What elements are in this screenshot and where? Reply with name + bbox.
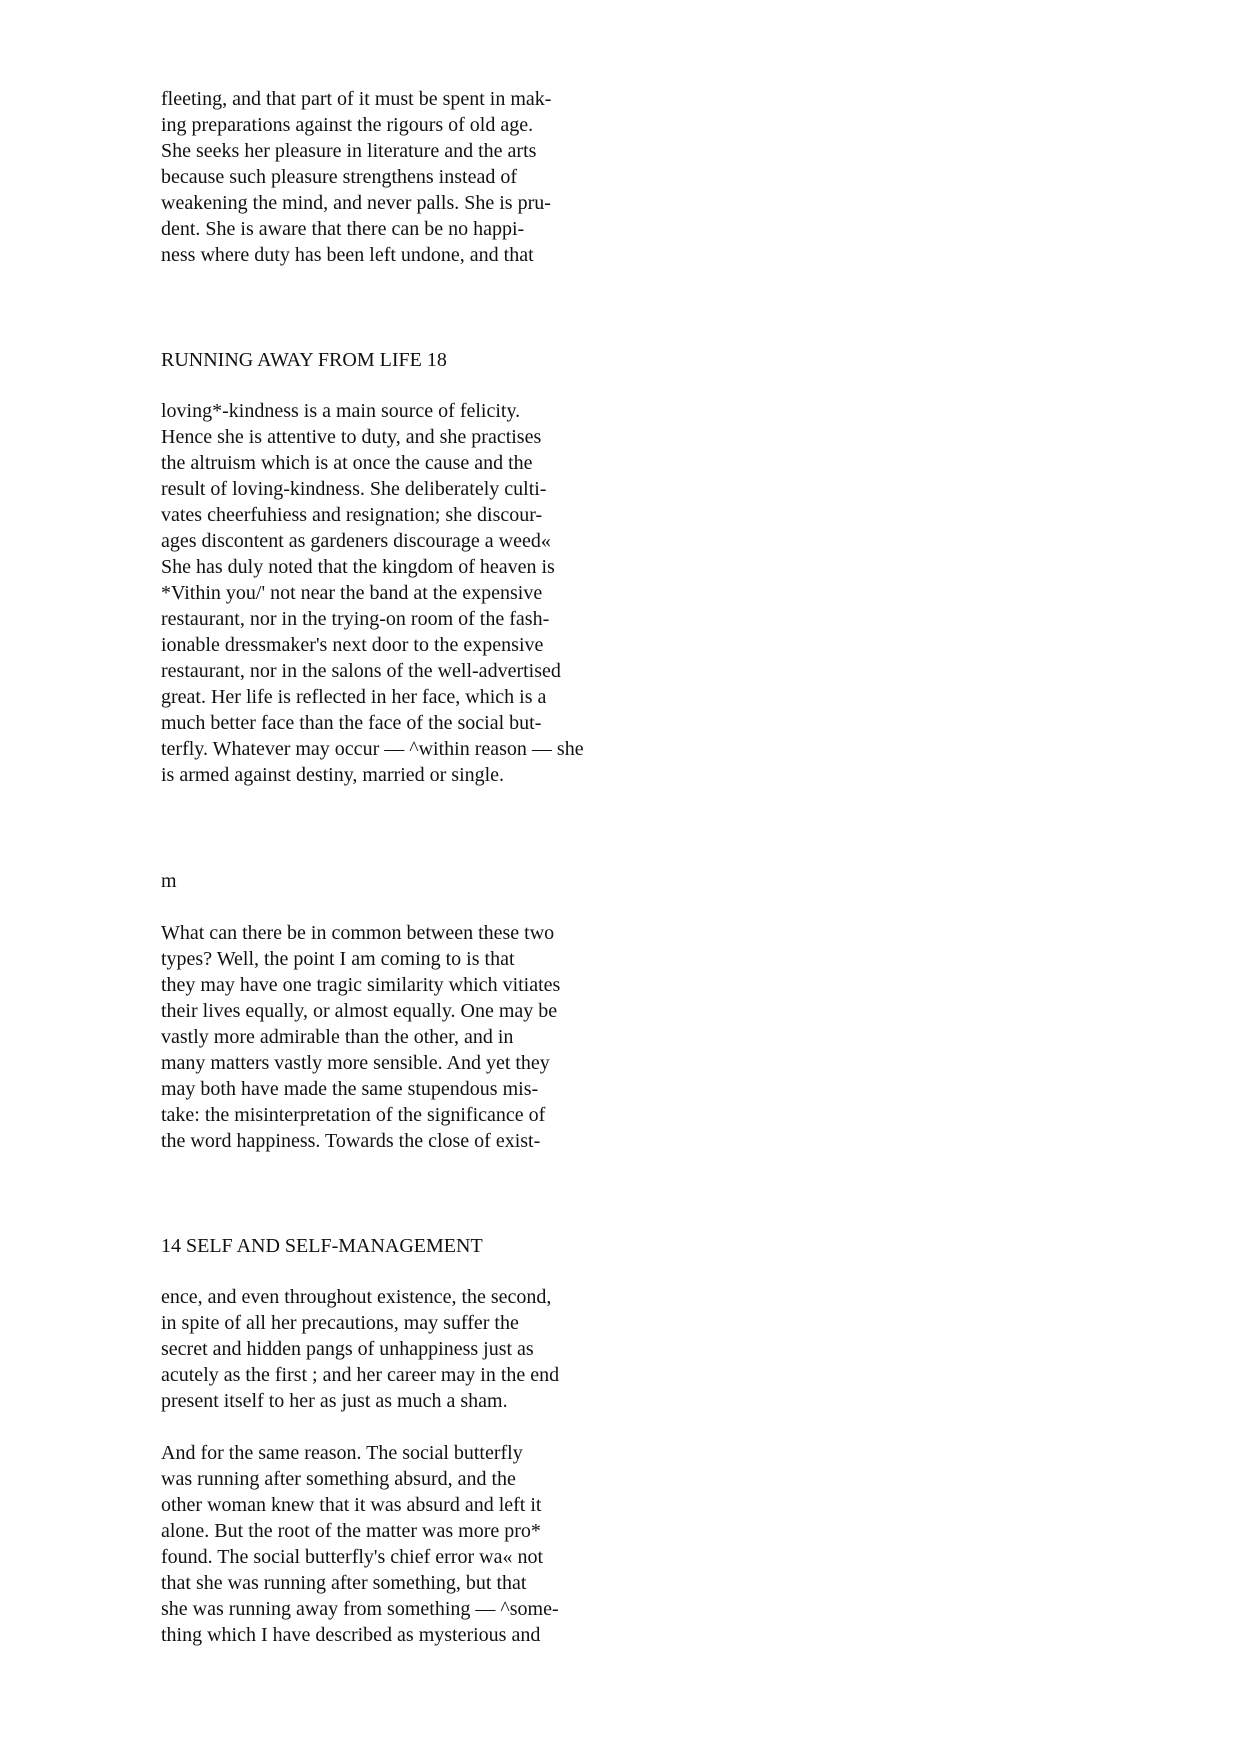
text-line: terfly. Whatever may occur — ^within reason — she xyxy=(161,738,584,760)
running-header-1: RUNNING AWAY FROM LIFE 18 xyxy=(161,349,447,371)
paragraph-4 xyxy=(161,1284,861,1414)
paragraph-3 xyxy=(161,920,861,1154)
running-header-2: 14 SELF AND SELF-MANAGEMENT xyxy=(161,1235,483,1257)
paragraph-1 xyxy=(161,86,861,268)
text-line: *Vithin you/' not near the band at the expensive xyxy=(161,582,543,604)
text-line: fleeting, and that part of it must be spent in mak- xyxy=(161,88,552,110)
section-mark: m xyxy=(161,870,177,892)
text-line: the word happiness. Towards the close of exist- xyxy=(161,1130,541,1152)
text-line: ence, and even throughout existence, the second, xyxy=(161,1286,552,1308)
text-line: other woman knew that it was absurd and left it xyxy=(161,1494,542,1516)
text-line: vastly more admirable than the other, and in xyxy=(161,1026,514,1048)
text-line: is armed against destiny, married or single. xyxy=(161,764,505,786)
text-line: found. The social butterfly's chief error wa« not xyxy=(161,1546,544,1568)
text-line: ness where duty has been left undone, and that xyxy=(161,244,534,266)
text-line: alone. But the root of the matter was more pro* xyxy=(161,1520,541,1542)
text-line: thing which I have described as mysterious and xyxy=(161,1624,541,1646)
text-line: many matters vastly more sensible. And yet they xyxy=(161,1052,550,1074)
text-line: What can there be in common between these two xyxy=(161,922,555,944)
text-line: restaurant, nor in the trying-on room of the fash- xyxy=(161,608,550,630)
text-line: present itself to her as just as much a sham. xyxy=(161,1390,508,1412)
text-line: She seeks her pleasure in literature and the arts xyxy=(161,140,537,162)
text-line: the altruism which is at once the cause and the xyxy=(161,452,533,474)
text-line: they may have one tragic similarity which vitiates xyxy=(161,974,561,996)
text-line: weakening the mind, and never palls. She is pru- xyxy=(161,192,551,214)
paragraph-5 xyxy=(161,1440,861,1648)
text-line: in spite of all her precautions, may suffer the xyxy=(161,1312,519,1334)
text-line: dent. She is aware that there can be no happi- xyxy=(161,218,525,240)
text-line: restaurant, nor in the salons of the well-advertised xyxy=(161,660,561,682)
text-line: types? Well, the point I am coming to is that xyxy=(161,948,515,970)
text-line: loving*-kindness is a main source of felicity. xyxy=(161,400,521,422)
text-line: she was running away from something — ^some- xyxy=(161,1598,559,1620)
text-line: ionable dressmaker's next door to the expensive xyxy=(161,634,544,656)
text-line: because such pleasure strengthens instead of xyxy=(161,166,517,188)
text-line: vates cheerfuhiess and resignation; she discour- xyxy=(161,504,543,526)
text-line: much better face than the face of the social but- xyxy=(161,712,542,734)
text-line: take: the misinterpretation of the significance of xyxy=(161,1104,546,1126)
text-line: She has duly noted that the kingdom of heaven is xyxy=(161,556,555,578)
text-line: great. Her life is reflected in her face, which is a xyxy=(161,686,547,708)
text-line: Hence she is attentive to duty, and she practises xyxy=(161,426,542,448)
text-line: acutely as the first ; and her career may in the end xyxy=(161,1364,560,1386)
text-line: may both have made the same stupendous mis- xyxy=(161,1078,539,1100)
text-line: ages discontent as gardeners discourage a weed« xyxy=(161,530,551,552)
text-line: that she was running after something, but that xyxy=(161,1572,527,1594)
text-line: result of loving-kindness. She deliberately culti- xyxy=(161,478,547,500)
text-line: secret and hidden pangs of unhappiness just as xyxy=(161,1338,534,1360)
text-line: was running after something absurd, and the xyxy=(161,1468,516,1490)
text-line: their lives equally, or almost equally. One may be xyxy=(161,1000,558,1022)
paragraph-2 xyxy=(161,398,861,788)
text-line: ing preparations against the rigours of old age. xyxy=(161,114,534,136)
text-line: And for the same reason. The social butterfly xyxy=(161,1442,523,1464)
